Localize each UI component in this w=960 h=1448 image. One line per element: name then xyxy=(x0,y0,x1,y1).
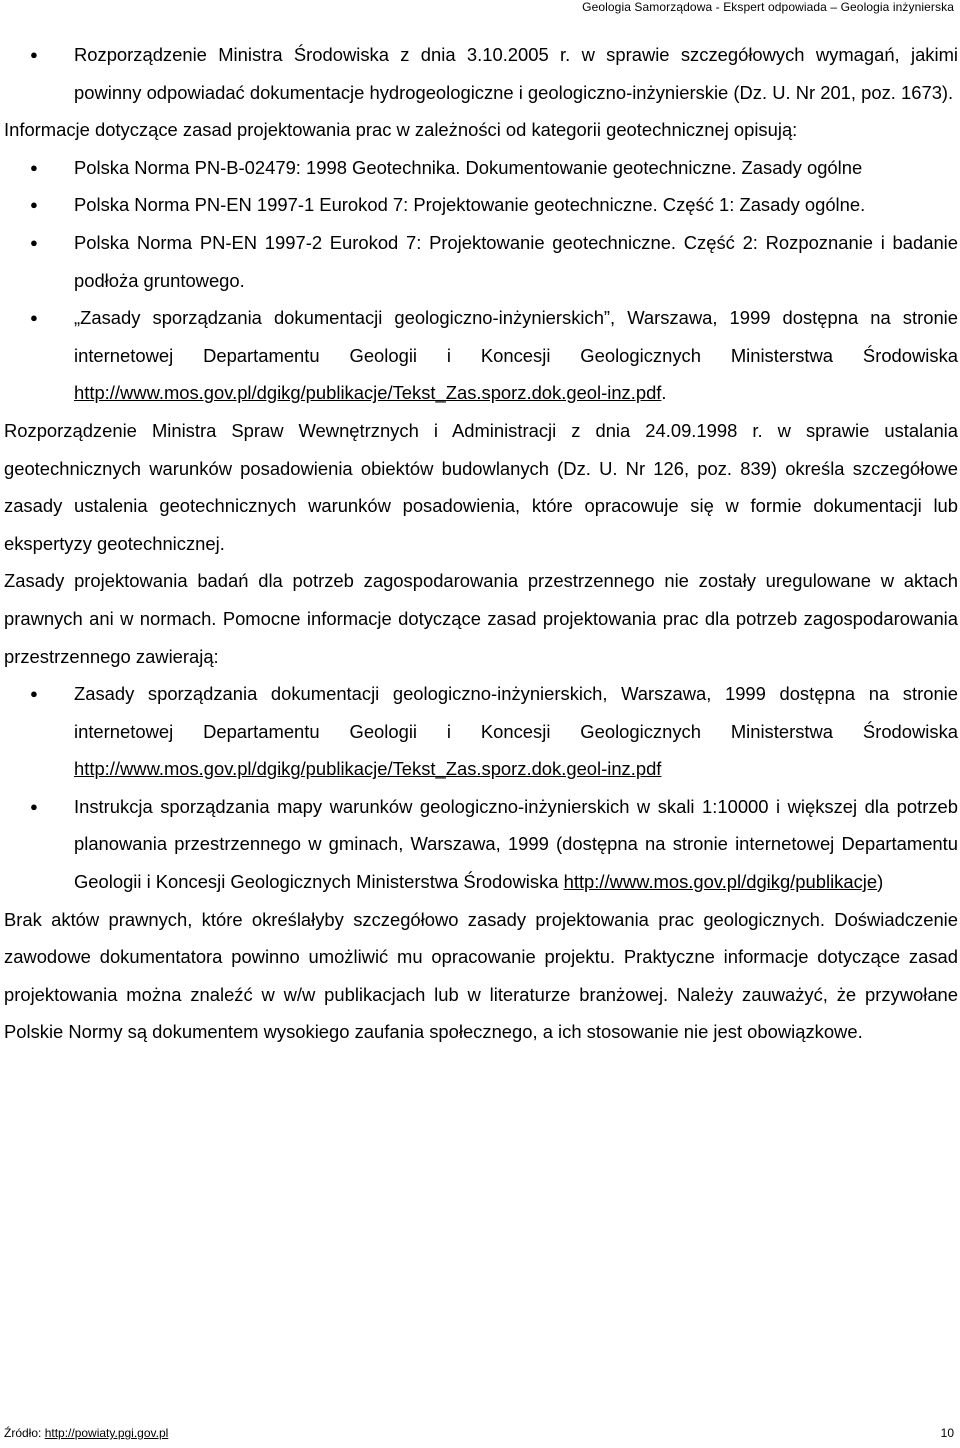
page-footer xyxy=(4,1426,954,1440)
paragraph-text: Zasady projektowania badań dla potrzeb zagospodarowania przestrzennego nie zostały uregulowane w aktach prawnych ani w normach. Pomocne informacje dotyczące zasad projektowania prac dla potrzeb zagospodarowania przestrzennego zawierają: xyxy=(4,570,958,667)
list-item-zasady-dokumentacji xyxy=(4,299,958,412)
paragraph-spatial-planning xyxy=(4,562,958,675)
list-item-text: Rozporządzenie Ministra Środowiska z dnia 3.10.2005 r. w sprawie szczegółowych wymagań, jakimi powinny odpowiadać dokumentacje hydrogeologiczne i geologiczno-inżynierskie (Dz. U. Nr 201, poz. 1673). xyxy=(74,44,958,103)
bullet-icon: ● xyxy=(30,159,38,175)
list-item-text: „Zasady sporządzania dokumentacji geologiczno-inżynierskich”, Warszawa, 1999 dostępna na stronie internetowej Departamentu Geologii i Koncesji Geologicznych Ministerstwa Środowiska xyxy=(74,307,958,366)
running-header: Geologia Samorządowa - Ekspert odpowiada – Geologia inżynierska xyxy=(582,0,954,14)
publication-link[interactable]: http://www.mos.gov.pl/dgikg/publikacje/Tekst_Zas.sporz.dok.geol-inz.pdf xyxy=(74,758,662,780)
list-item-text: Instrukcja sporządzania mapy warunków geologiczno-inżynierskich w skali 1:10000 i większej dla potrzeb planowania przestrzennego w gminach, Warszawa, 1999 (dostępna na stronie internetowej Departamentu Geologii i Koncesji Geologicznych Ministerstwa Środowiska xyxy=(74,795,958,893)
bullet-icon: ● xyxy=(30,234,38,250)
bullet-icon: ● xyxy=(30,686,38,702)
paragraph-text: Brak aktów prawnych, które określałyby szczegółowo zasady projektowania prac geologicznych. Doświadczenie zawodowe dokumentatora powinno umożliwić mu opracowanie projektu. Praktyczne informacje dotyczące zasad projektowania można znaleźć w w/w publikacjach lub w literaturze branżowej. Należy zauważyć, że przywołane Polskie Normy są dokumentem wysokiego zaufania społecznego, a ich stosowanie nie jest obowiązkowe. xyxy=(4,908,958,1043)
list-item-pn-b-02479 xyxy=(4,149,958,187)
paragraph-regulation-1998 xyxy=(4,412,958,562)
publication-link[interactable]: http://www.mos.gov.pl/dgikg/publikacje/Tekst_Zas.sporz.dok.geol-inz.pdf xyxy=(74,382,662,404)
publications-link[interactable]: http://www.mos.gov.pl/dgikg/publikacje xyxy=(563,871,878,893)
list-item-text: Polska Norma PN-EN 1997-1 Eurokod 7: Projektowanie geotechniczne. Część 1: Zasady ogólne. xyxy=(74,194,866,216)
paragraph-intro xyxy=(4,111,958,149)
footer-source xyxy=(4,1426,168,1440)
list-item-text: Polska Norma PN-B-02479: 1998 Geotechnika. Dokumentowanie geotechniczne. Zasady ogólne xyxy=(74,156,863,178)
list-item-zasady-dokumentacji-2 xyxy=(4,675,958,788)
bullet-icon: ● xyxy=(30,197,38,213)
paragraph-text: Informacje dotyczące zasad projektowania prac w zależności od kategorii geotechnicznej opisują: xyxy=(4,119,798,141)
bullet-icon: ● xyxy=(30,798,38,814)
list-item-instrukcja-mapy xyxy=(4,788,958,901)
list-item-text-end: . xyxy=(661,382,667,404)
list-item-text: Zasady sporządzania dokumentacji geologiczno-inżynierskich, Warszawa, 1999 dostępna na stronie internetowej Departamentu Geologii i Koncesji Geologicznych Ministerstwa Środowiska xyxy=(74,683,958,742)
list-item-regulation-2005 xyxy=(4,36,958,111)
list-item-text: Polska Norma PN-EN 1997-2 Eurokod 7: Projektowanie geotechniczne. Część 2: Rozpoznanie i badanie podłoża gruntowego. xyxy=(74,231,958,291)
paragraph-text: Rozporządzenie Ministra Spraw Wewnętrznych i Administracji z dnia 24.09.1998 r. w sprawie ustalania geotechnicznych warunków posadowienia obiektów budowlanych (Dz. U. Nr 126, poz. 839) określa szczegółowe zasady ustalenia geotechnicznych warunków posadowienia, które opracowuje się w formie dokumentacji lub ekspertyzy geotechnicznej. xyxy=(4,419,958,554)
bullet-icon: ● xyxy=(30,310,38,326)
list-item-pn-en-1997-1 xyxy=(4,186,958,224)
paragraph-conclusion xyxy=(4,901,958,1051)
list-item-pn-en-1997-2 xyxy=(4,224,958,299)
footer-source-link[interactable]: http://powiaty.pgi.gov.pl xyxy=(44,1426,169,1440)
document-body xyxy=(4,36,958,1051)
footer-source-label: Źródło: xyxy=(4,1426,45,1440)
list-item-text-end: ) xyxy=(877,871,884,893)
bullet-icon: ● xyxy=(30,47,38,62)
page-number: 10 xyxy=(940,1426,954,1440)
